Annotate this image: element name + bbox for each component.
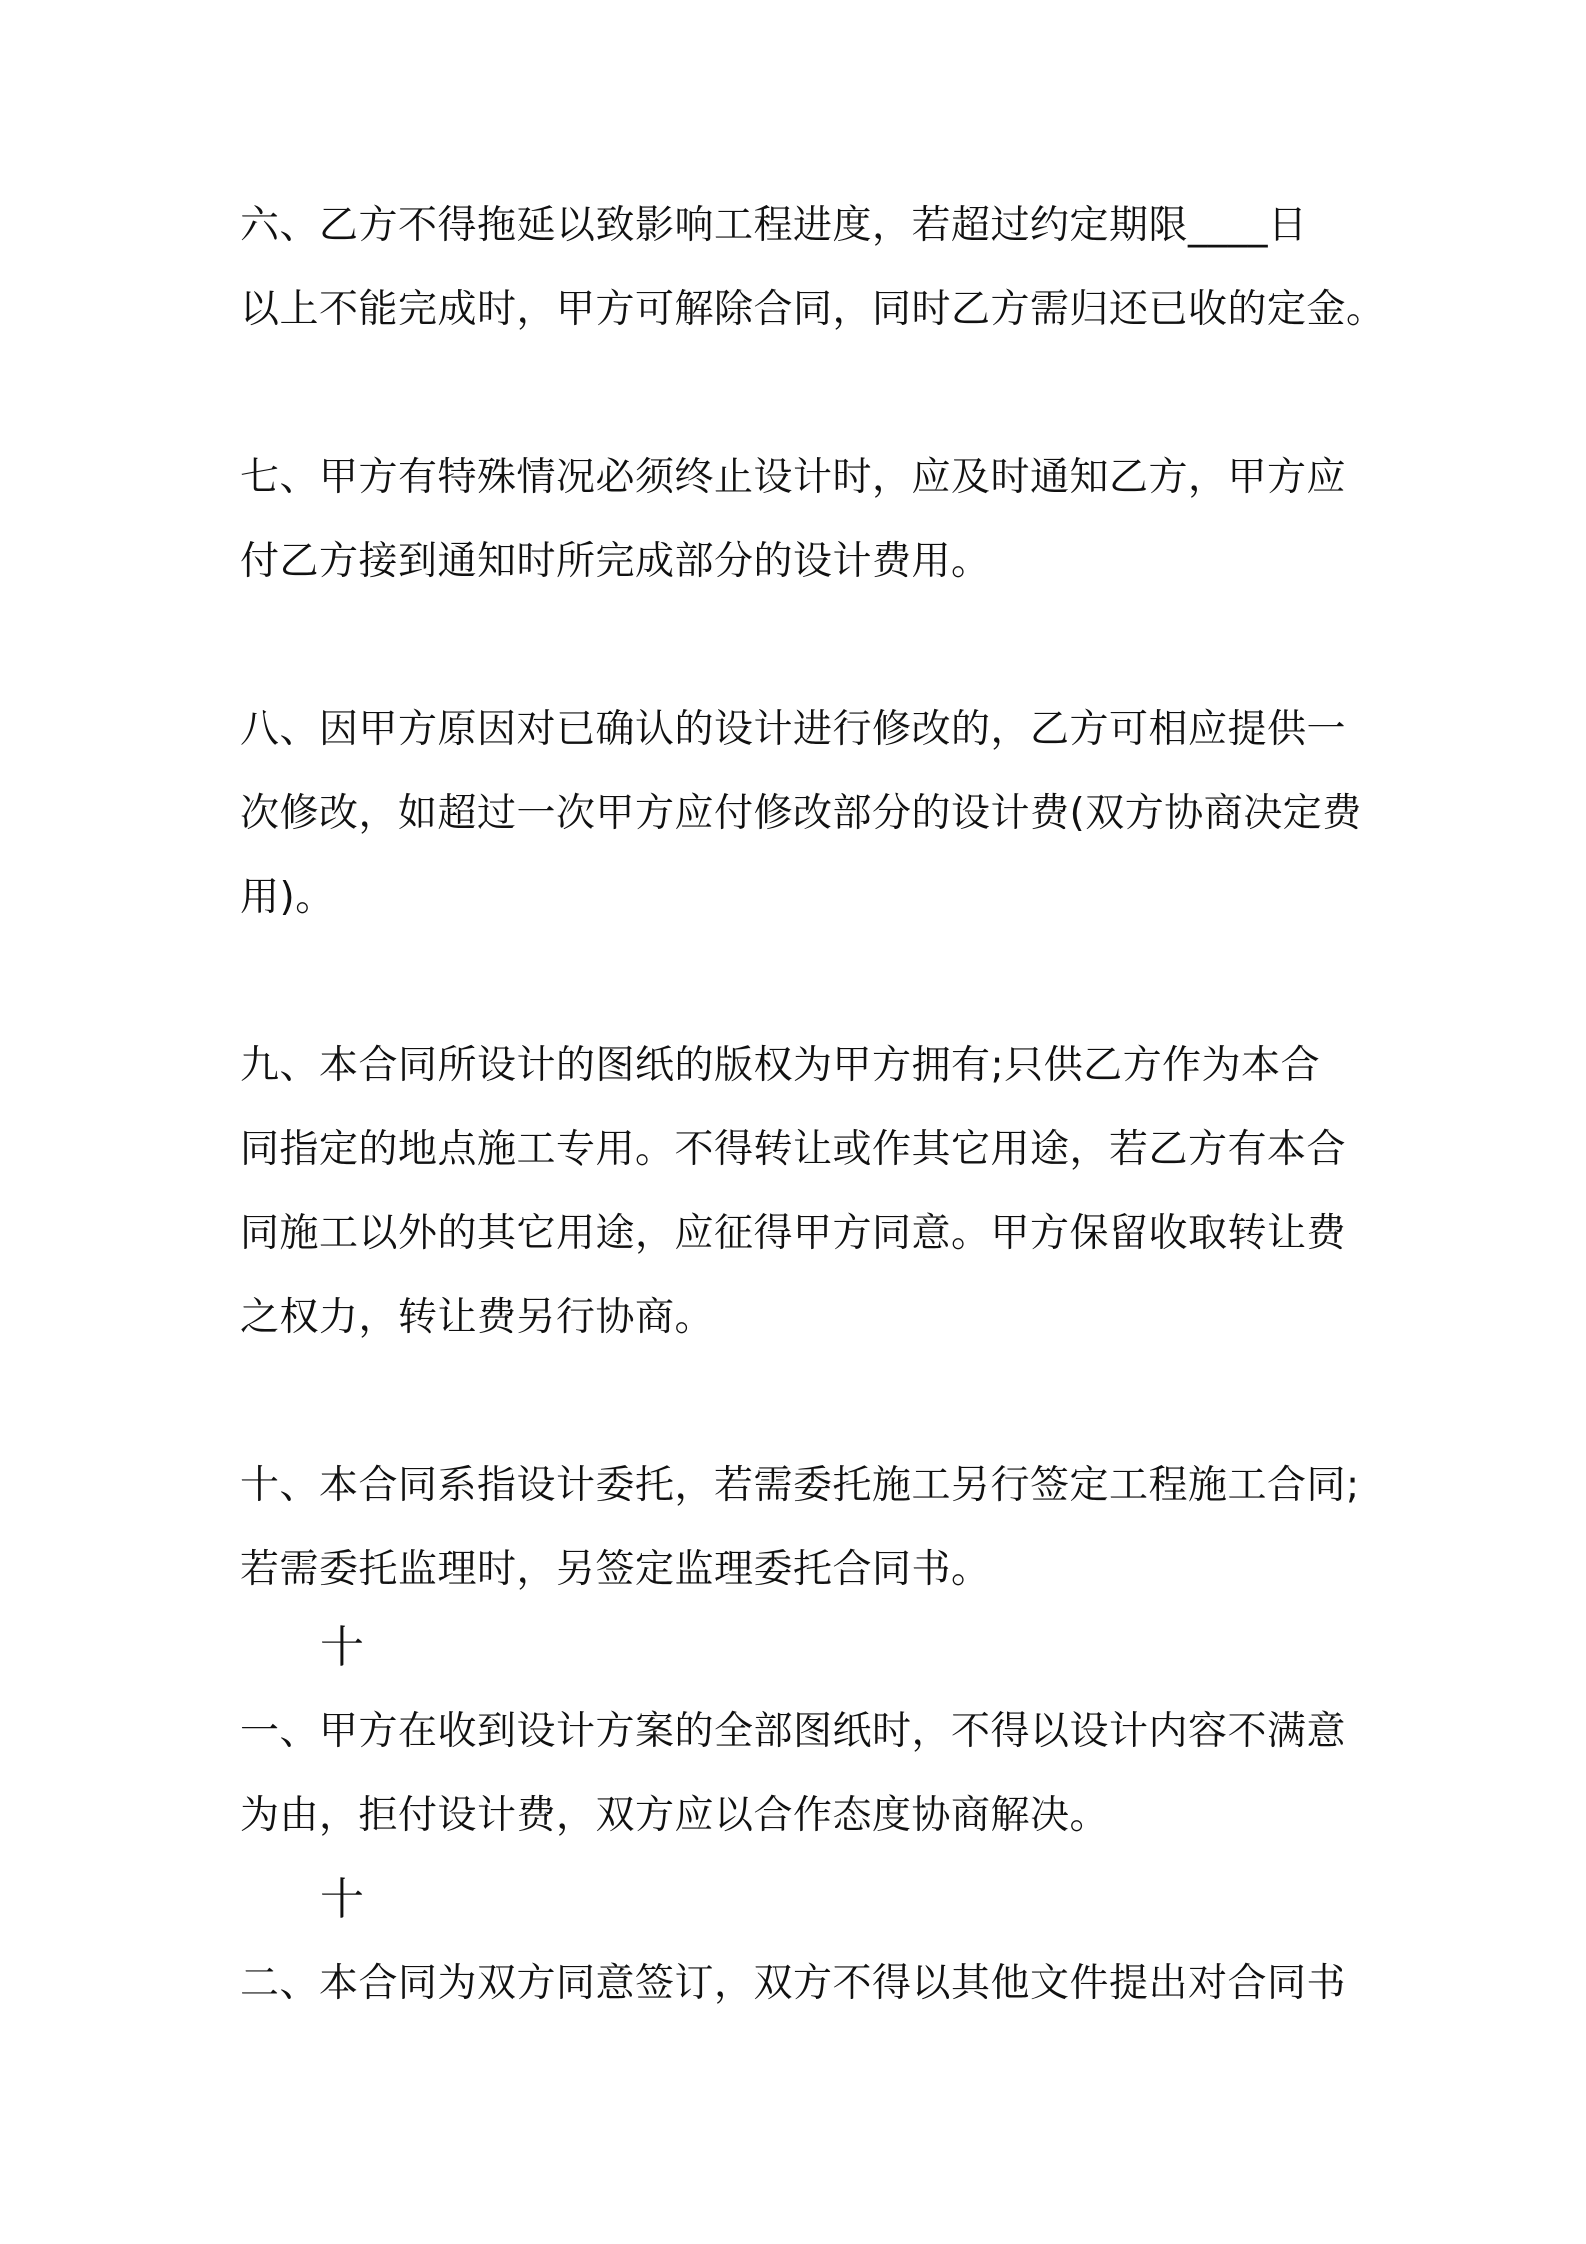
clause-10-line-1: 十、本合同系指设计委托，若需委托施工另行签定工程施工合同; bbox=[240, 1463, 1360, 1508]
clause-8-line-3: 用)。 bbox=[240, 875, 335, 920]
clause-9-line-1: 九、本合同所设计的图纸的版权为甲方拥有;只供乙方作为本合 bbox=[240, 1043, 1321, 1088]
clause-6-line-2: 以上不能完成时，甲方可解除合同，同时乙方需归还已收的定金。 bbox=[240, 287, 1386, 332]
clause-8-line-2: 次修改，如超过一次甲方应付修改部分的设计费(双方协商决定费 bbox=[240, 791, 1362, 836]
clause-9-line-4: 之权力，转让费另行协商。 bbox=[240, 1295, 715, 1340]
clause-7-line-2: 付乙方接到通知时所完成部分的设计费用。 bbox=[240, 539, 991, 584]
clause-10-line-2: 若需委托监理时，另签定监理委托合同书。 bbox=[240, 1547, 991, 1592]
clause-11-number-prefix: 十 bbox=[320, 1622, 364, 1673]
clause-11-line-1: 一、甲方在收到设计方案的全部图纸时，不得以设计内容不满意 bbox=[240, 1709, 1347, 1754]
clause-9-line-3: 同施工以外的其它用途，应征得甲方同意。甲方保留收取转让费 bbox=[240, 1211, 1347, 1256]
clause-9-line-2: 同指定的地点施工专用。不得转让或作其它用途，若乙方有本合 bbox=[240, 1127, 1347, 1172]
clause-8-line-1: 八、因甲方原因对已确认的设计进行修改的，乙方可相应提供一 bbox=[240, 707, 1347, 752]
clause-12-number-prefix: 十 bbox=[320, 1874, 364, 1925]
clause-12-line-1: 二、本合同为双方同意签订，双方不得以其他文件提出对合同书 bbox=[240, 1961, 1347, 2006]
clause-6-line-1: 六、乙方不得拖延以致影响工程进度，若超过约定期限____日 bbox=[240, 203, 1308, 248]
clause-11-line-2: 为由，拒付设计费，双方应以合作态度协商解决。 bbox=[240, 1793, 1110, 1838]
clause-7-line-1: 七、甲方有特殊情况必须终止设计时，应及时通知乙方，甲方应 bbox=[240, 455, 1347, 500]
